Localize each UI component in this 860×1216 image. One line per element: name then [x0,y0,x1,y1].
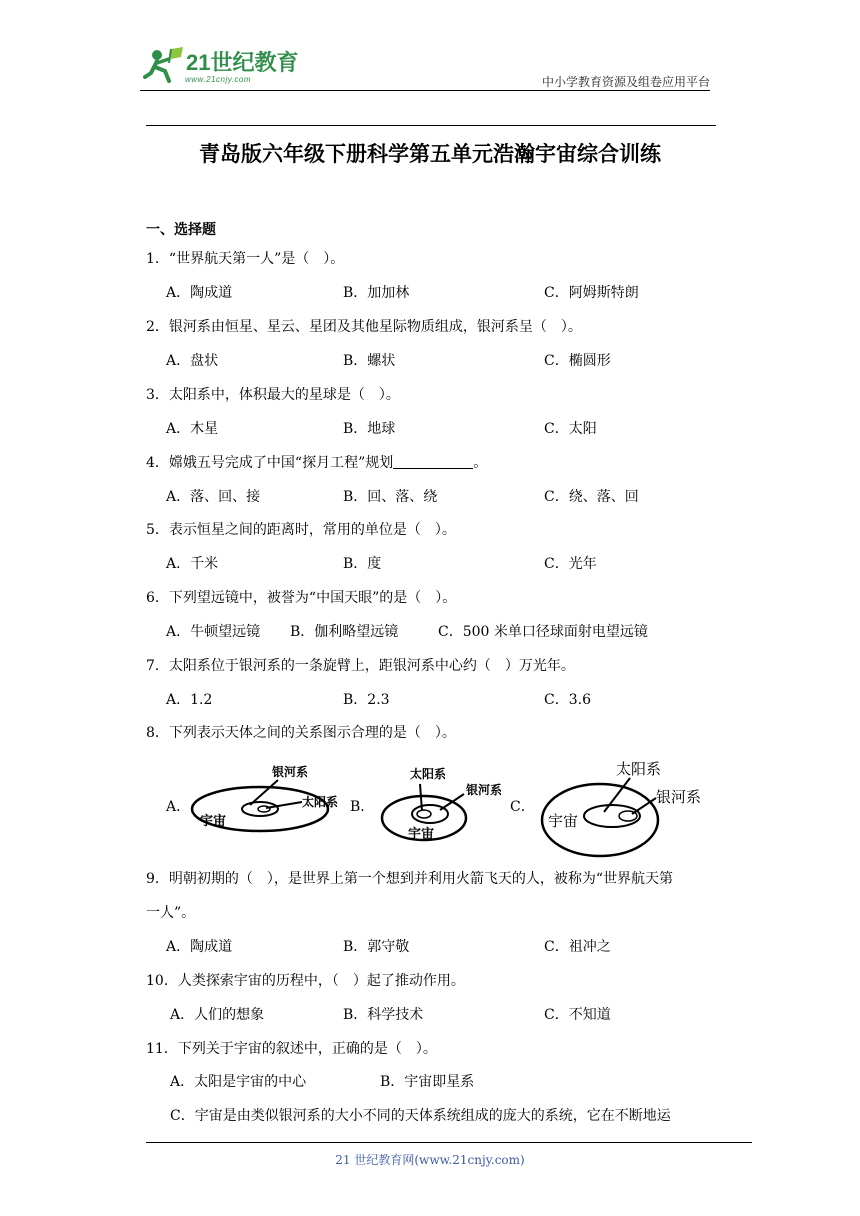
question-2-option-b: B．螺状 [343,353,396,369]
diagram-c-label-universe: 宇宙 [548,812,579,830]
question-4-stem-end: 。 [473,455,488,471]
question-2-option-c: C．椭圆形 [544,353,611,369]
section-heading: 一、选择题 [146,222,216,238]
diagram-b-sun-ring [417,810,431,818]
question-7: 7．太阳系位于银河系的一条旋臂上，距银河系中心约（ ）万光年。 [146,658,575,674]
header-divider [140,90,710,91]
question-3-option-b: B．地球 [343,421,396,437]
question-5: 5．表示恒星之间的距离时，常用的单位是（ ）。 [146,522,456,538]
diagram-c-galaxy-ring [584,805,640,827]
question-1-option-a: A．陶成道 [166,285,233,301]
question-8-option-a: A． [166,799,191,815]
question-10-option-a: A．人们的想象 [170,1007,265,1023]
question-8-option-b: B． [350,799,375,815]
question-8-option-c: C． [510,799,535,815]
site-logo [143,45,313,90]
diagram-a-label-sun: 太阳系 [302,795,339,809]
diagram-c-label-galaxy: 银河系 [656,788,702,806]
runner-logo-icon [143,45,187,87]
question-4-stem: 4．嫦娥五号完成了中国“探月工程”规划 [146,455,394,471]
question-9-continued: 一人”。 [146,905,196,921]
diagram-b-label-sun: 太阳系 [410,767,447,781]
diagram-c [540,756,720,864]
header-tagline: 中小学教育资源及组卷应用平台 [541,75,710,89]
question-11: 11．下列关于宇宙的叙述中，正确的是（ ）。 [146,1041,437,1057]
question-9-option-c: C．祖冲之 [544,939,611,955]
question-5-option-b: B．度 [343,556,382,572]
diagram-a-label-galaxy: 银河系 [272,765,309,779]
question-1-option-b: B．加加林 [343,285,410,301]
question-11-option-c: C．宇宙是由类似银河系的大小不同的天体系统组成的庞大的系统，它在不断地运 [170,1108,671,1124]
question-3: 3．太阳系中，体积最大的星球是（ ）。 [146,387,400,403]
footer-text[interactable]: 21 世纪教育网(www.21cnjy.com) [335,1153,525,1167]
question-10-option-b: B．科学技术 [343,1007,424,1023]
question-9-option-a: A．陶成道 [166,939,233,955]
question-10-option-c: C．不知道 [544,1007,611,1023]
question-7-option-b: B．2.3 [343,692,390,708]
answer-blank[interactable] [393,454,473,469]
document-title: 青岛版六年级下册科学第五单元浩瀚宇宙综合训练 [199,141,661,166]
question-10: 10．人类探索宇宙的历程中，（ ）起了推动作用。 [146,973,465,989]
question-4-option-a: A．落、回、接 [166,489,261,505]
question-8: 8．下列表示天体之间的关系图示合理的是（ ）。 [146,725,456,741]
question-6: 6．下列望远镜中，被誉为“中国天眼”的是（ ）。 [146,590,457,606]
question-1-option-c: C．阿姆斯特朗 [544,285,639,301]
question-2-option-a: A．盘状 [166,353,219,369]
question-9-option-b: B．郭守敬 [343,939,410,955]
question-7-option-c: C．3.6 [544,692,591,708]
logo-text: 21世纪教育 [186,50,299,75]
question-9: 9．明朝初期的（ ），是世界上第一个想到并利用火箭飞天的人，被称为“世界航天第 [146,871,674,887]
diagram-a [190,762,350,834]
diagram-a-galaxy-ring [242,802,278,816]
question-4 [146,452,487,472]
question-5-option-c: C．光年 [544,556,597,572]
question-1: 1．“世界航天第一人”是（ ）。 [146,251,345,267]
diagram-a-label-universe: 宇宙 [200,814,227,829]
question-6-option-b: B．伽利略望远镜 [290,624,399,640]
diagram-c-label-sun: 太阳系 [616,760,662,778]
question-3-option-a: A．木星 [166,421,219,437]
question-5-option-a: A．千米 [166,556,219,572]
diagram-b [378,764,518,844]
diagram-b-label-universe: 宇宙 [408,827,435,842]
footer-divider [146,1142,752,1143]
logo-url: www.21cnjy.com [185,75,251,84]
question-4-option-c: C．绕、落、回 [544,489,639,505]
question-11-option-b: B．宇宙即星系 [380,1074,475,1090]
question-2: 2．银河系由恒星、星云、星团及其他星际物质组成，银河系呈（ ）。 [146,319,582,335]
question-3-option-c: C．太阳 [544,421,597,437]
question-6-option-a: A．牛顿望远镜 [166,624,261,640]
question-7-option-a: A．1.2 [166,692,213,708]
diagram-b-label-galaxy: 银河系 [466,783,503,797]
title-divider [146,125,716,126]
question-4-option-b: B．回、落、绕 [343,489,438,505]
question-11-option-a: A．太阳是宇宙的中心 [170,1074,307,1090]
question-6-option-c: C．500 米单口径球面射电望远镜 [438,624,648,640]
